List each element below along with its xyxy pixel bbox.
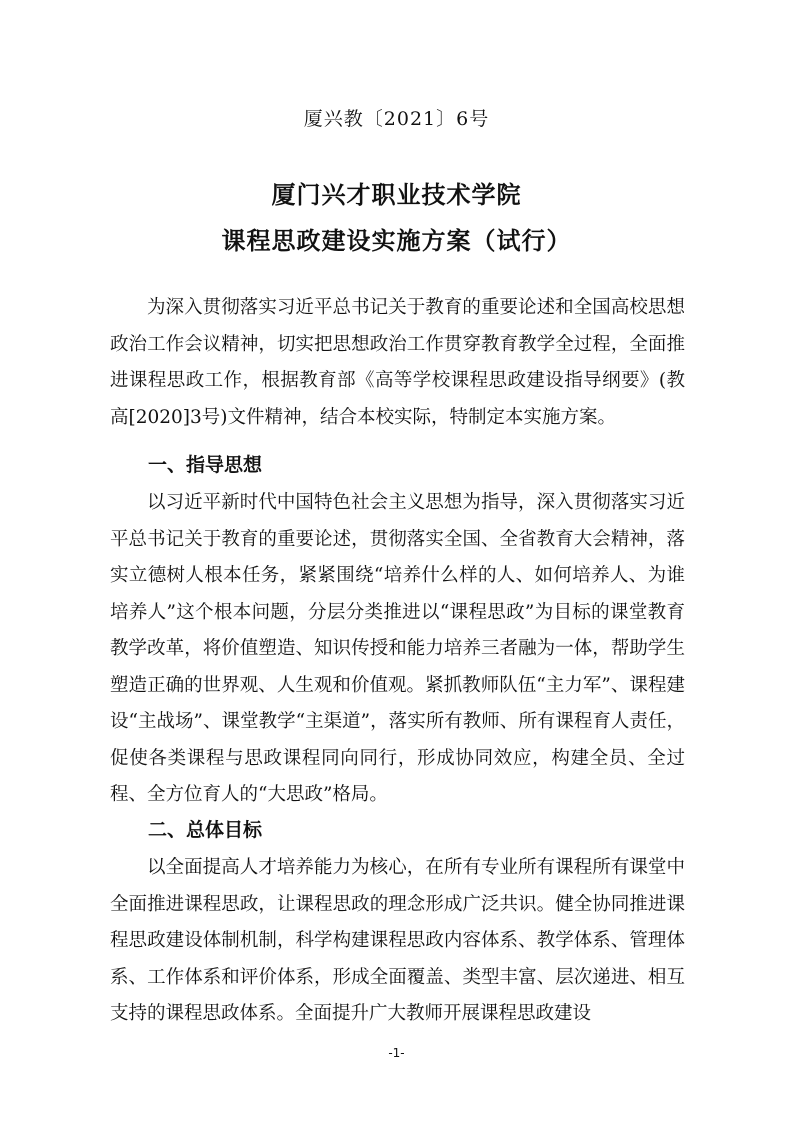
intro-section [110, 290, 685, 436]
section-2-body [110, 850, 685, 1033]
section-1-body [110, 485, 685, 814]
title-line-subject: 课程思政建设实施方案（试行） [221, 227, 572, 255]
section-2-heading: 二、总体目标 [148, 819, 263, 841]
title-line-institution: 厦门兴才职业技术学院 [271, 181, 522, 209]
section-2-heading-wrap [110, 812, 685, 848]
document-title [0, 172, 793, 264]
section-1-heading-wrap [110, 447, 685, 483]
intro-paragraph: 为深入贯彻落实习近平总书记关于教育的重要论述和全国高校思想政治工作会议精神，切实把思想政治工作贯穿教育教学全过程，全面推进课程思政工作，根据教育部《高等学校课程思政建设指导纲要》(教高[2020]3号)文件精神，结合本校实际，特制定本实施方案。 [110, 297, 685, 428]
section-2-paragraph: 以全面提高人才培养能力为核心，在所有专业所有课程所有课堂中全面推进课程思政，让课程思政的理念形成广泛共识。健全协同推进课程思政建设体制机制，科学构建课程思政内容体系、教学体系、管理体系、工作体系和评价体系，形成全面覆盖、类型丰富、层次递进、相互支持的课程思政体系。全面提升广大教师开展课程思政建设 [110, 857, 685, 1024]
page-number: -1- [388, 1046, 405, 1060]
section-1-heading: 一、指导思想 [148, 454, 263, 476]
section-1-paragraph: 以习近平新时代中国特色社会主义思想为指导，深入贯彻落实习近平总书记关于教育的重要论述，贯彻落实全国、全省教育大会精神，落实立德树人根本任务，紧紧围绕“培养什么样的人、如何培养人、为谁培养人”这个根本问题，分层分类推进以“课程思政”为目标的课堂教育教学改革，将价值塑造、知识传授和能力培养三者融为一体，帮助学生塑造正确的世界观、人生观和价值观。紧抓教师队伍“主力军”、课程建设“主战场”、课堂教学“主渠道”，落实所有教师、所有课程育人责任，促使各类课程与思政课程同向同行，形成协同效应，构建全员、全过程、全方位育人的“大思政”格局。 [110, 492, 685, 805]
document-number: 厦兴教〔2021〕6号 [303, 108, 490, 130]
